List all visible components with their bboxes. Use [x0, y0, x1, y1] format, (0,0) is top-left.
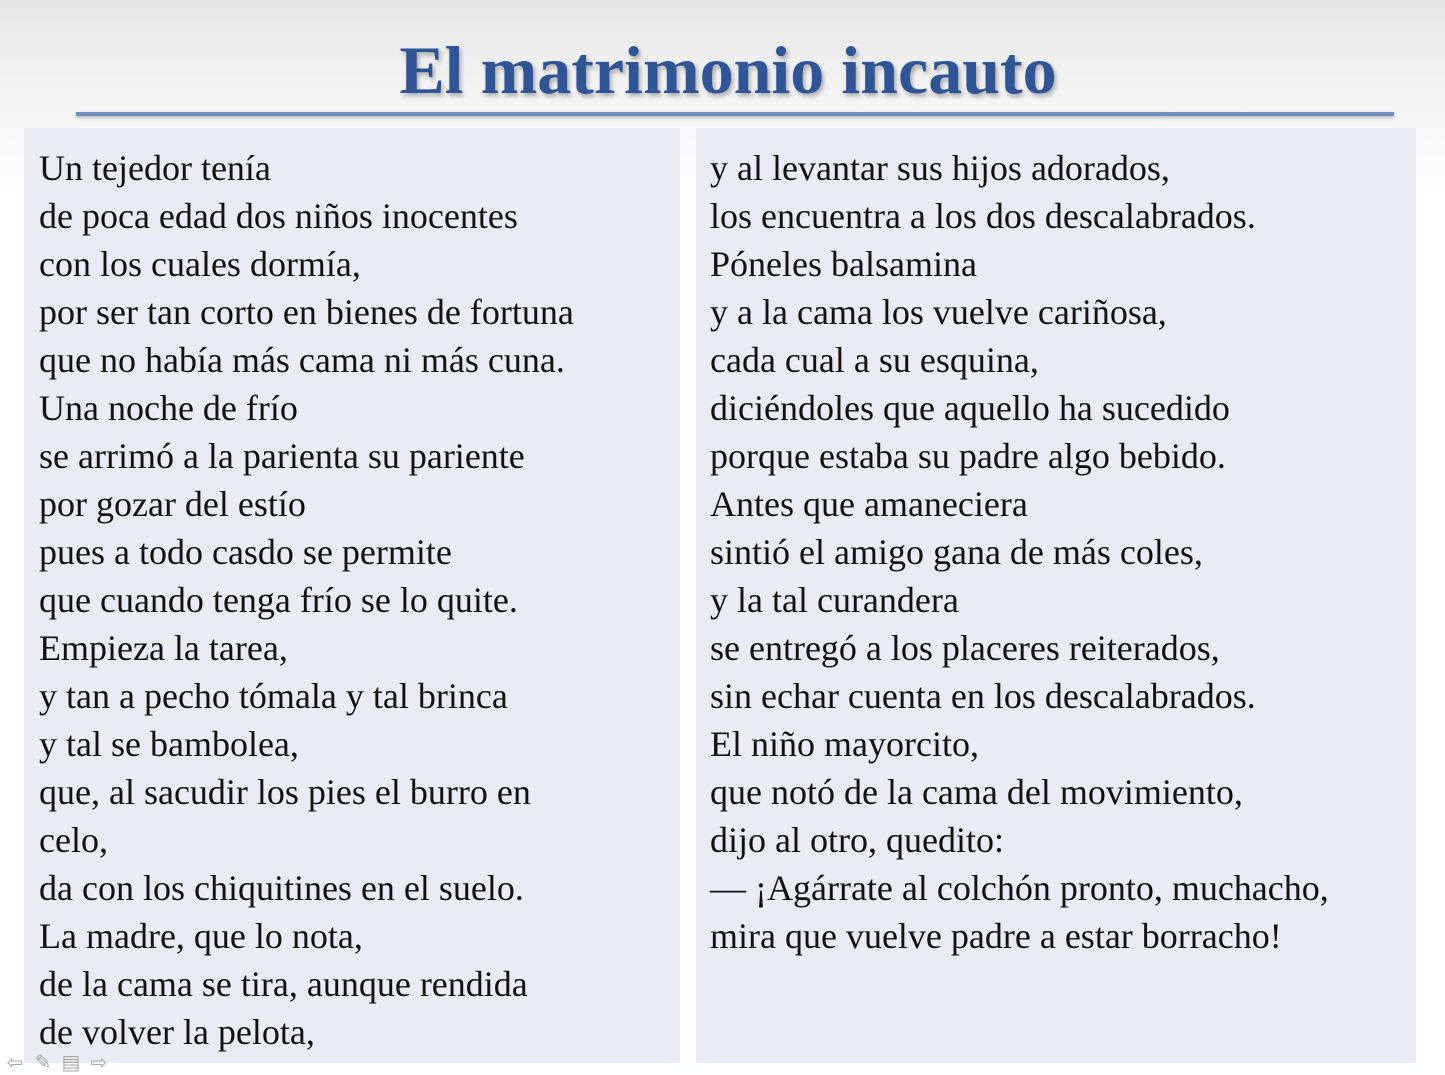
verse-line: y la tal curandera	[710, 580, 959, 620]
menu-icon[interactable]: ▤	[61, 1050, 81, 1074]
verse-line: que, al sacudir los pies el burro en	[39, 772, 531, 812]
slide-navigation	[2, 1050, 112, 1074]
verse-line: da con los chiquitines en el suelo.	[39, 868, 524, 908]
right-text-column	[696, 128, 1416, 1063]
verse-line: — ¡Agárrate al colchón pronto, muchacho,	[710, 868, 1329, 908]
verse-line: cada cual a su esquina,	[710, 340, 1039, 380]
verse-line: y tal se bambolea,	[39, 724, 299, 764]
verse-line: que notó de la cama del movimiento,	[710, 772, 1243, 812]
verse-line: dijo al otro, quedito:	[710, 820, 1004, 860]
verse-line: que cuando tenga frío se lo quite.	[39, 580, 518, 620]
verse-line: por gozar del estío	[39, 484, 306, 524]
verse-line: con los cuales dormía,	[39, 244, 361, 284]
verse-line: El niño mayorcito,	[710, 724, 979, 764]
slide-title: El matrimonio incauto	[399, 32, 1057, 108]
left-verse-list	[39, 144, 680, 1056]
verse-line: Un tejedor tenía	[39, 148, 271, 188]
verse-line: Empieza la tarea,	[39, 628, 288, 668]
verse-line: de la cama se tira, aunque rendida	[39, 964, 528, 1004]
verse-line: celo,	[39, 820, 108, 860]
verse-line: se arrimó a la parienta su pariente	[39, 436, 525, 476]
verse-line: que no había más cama ni más cuna.	[39, 340, 565, 380]
verse-line: mira que vuelve padre a estar borracho!	[710, 916, 1282, 956]
verse-line: de poca edad dos niños inocentes	[39, 196, 518, 236]
verse-line: y tan a pecho tómala y tal brinca	[39, 676, 508, 716]
verse-line: sin echar cuenta en los descalabrados.	[710, 676, 1256, 716]
verse-line: por ser tan corto en bienes de fortuna	[39, 292, 574, 332]
verse-line: y al levantar sus hijos adorados,	[710, 148, 1170, 188]
verse-line: de volver la pelota,	[39, 1012, 315, 1052]
verse-line: La madre, que lo nota,	[39, 916, 363, 956]
arrow-left-icon[interactable]: ⇦	[6, 1050, 24, 1074]
arrow-right-icon[interactable]: ⇨	[90, 1050, 108, 1074]
right-verse-list	[710, 144, 1416, 960]
verse-line: se entregó a los placeres reiterados,	[710, 628, 1220, 668]
verse-line: sintió el amigo gana de más coles,	[710, 532, 1203, 572]
title-underline	[76, 112, 1394, 116]
left-text-column	[24, 128, 680, 1063]
verse-line: porque estaba su padre algo bebido.	[710, 436, 1226, 476]
verse-line: diciéndoles que aquello ha sucedido	[710, 388, 1230, 428]
pen-icon[interactable]: ✎	[34, 1050, 52, 1074]
verse-line: los encuentra a los dos descalabrados.	[710, 196, 1256, 236]
verse-line: pues a todo casdo se permite	[39, 532, 452, 572]
verse-line: Antes que amaneciera	[710, 484, 1028, 524]
verse-line: Una noche de frío	[39, 388, 298, 428]
verse-line: y a la cama los vuelve cariñosa,	[710, 292, 1167, 332]
verse-line: Póneles balsamina	[710, 244, 977, 284]
